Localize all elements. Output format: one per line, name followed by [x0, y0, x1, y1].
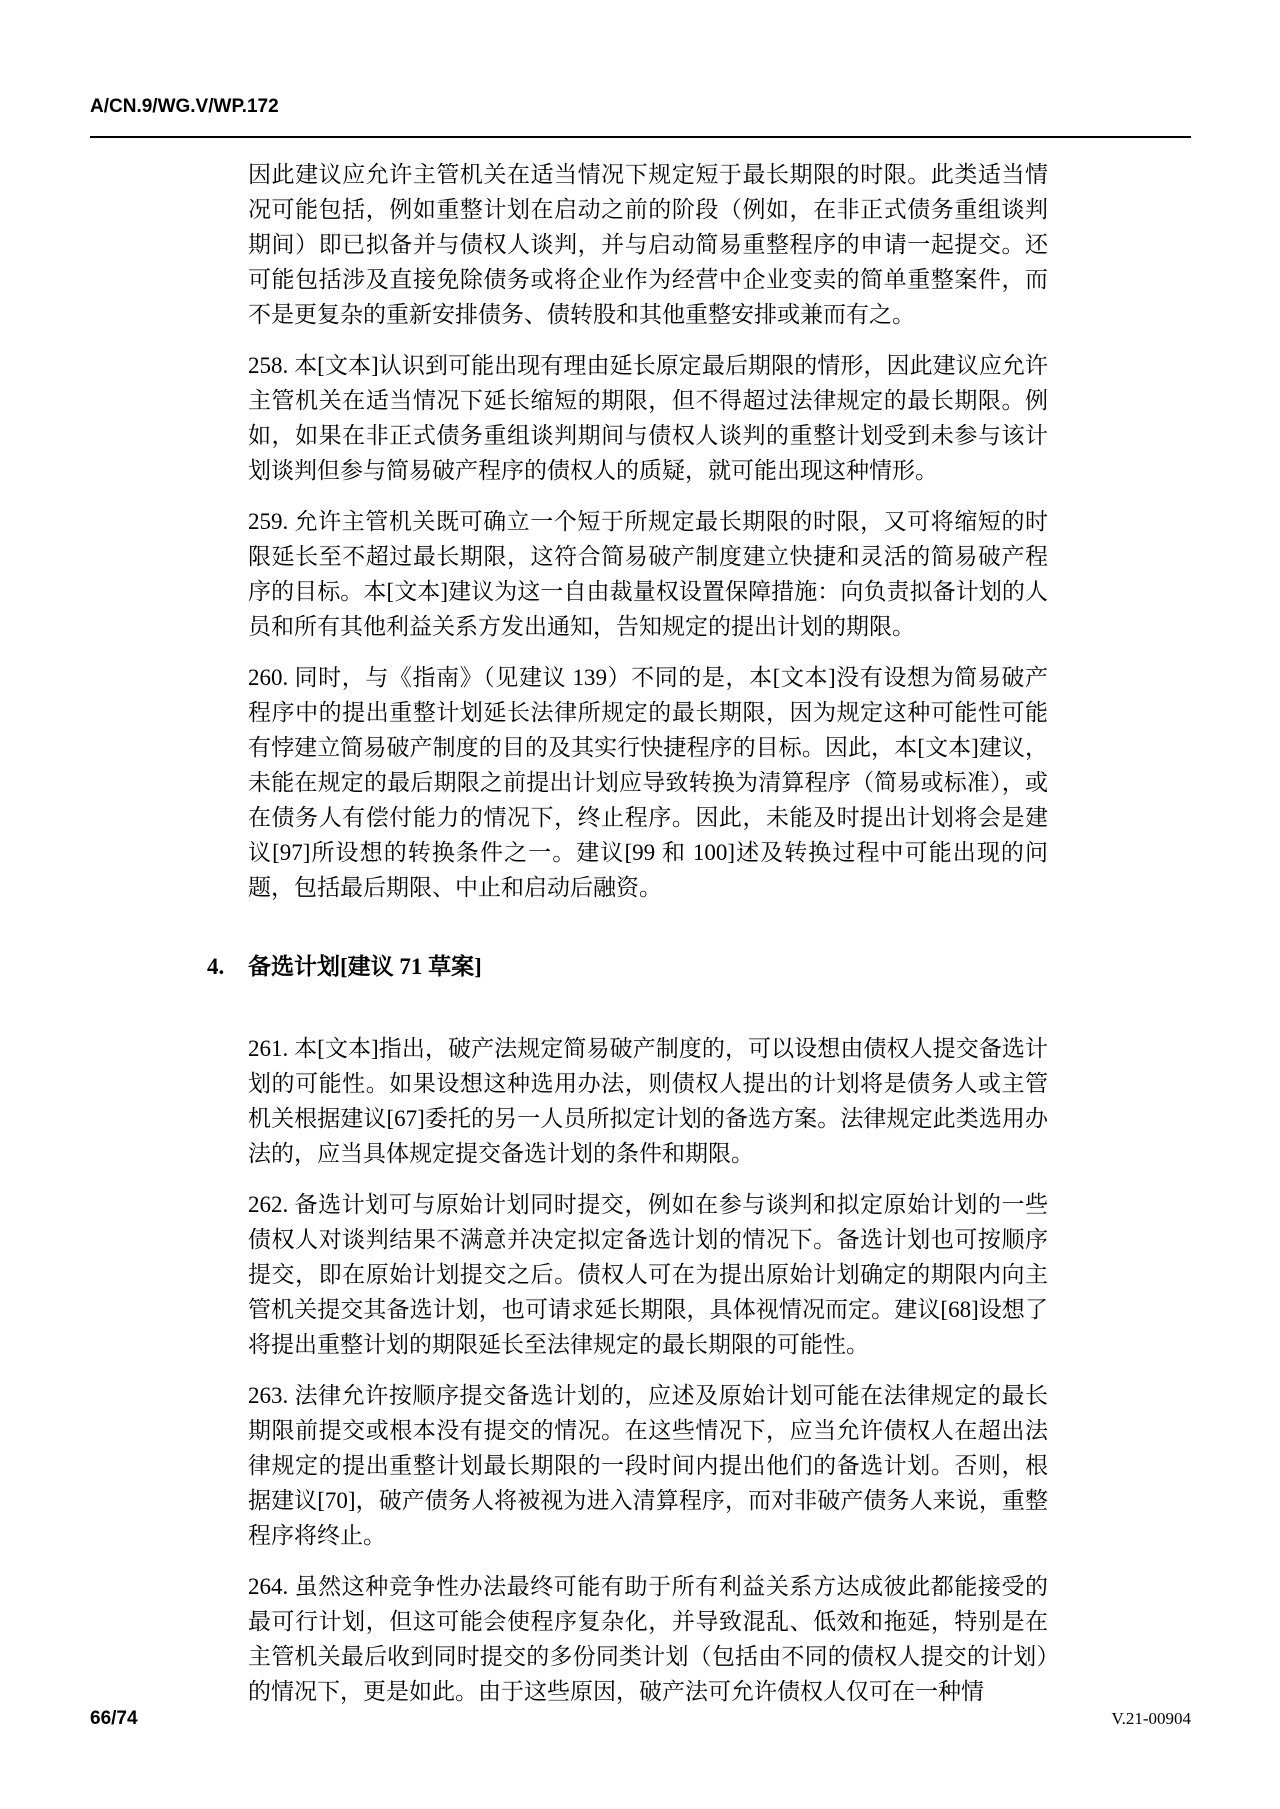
- document-symbol: A/CN.9/WG.V/WP.172: [90, 96, 279, 117]
- section-heading-number: 4.: [207, 954, 225, 979]
- paragraph-257-continuation: 因此建议应允许主管机关在适当情况下规定短于最长期限的时限。此类适当情况可能包括，例如重整计划在启动之前的阶段（例如，在非正式债务重组谈判期间）即已拟备并与债权人谈判，并与启动简易重整程序的申请一起提交。还可能包括涉及直接免除债务或将企业作为经营中企业变卖的简单重整案件，而不是更复杂的重新安排债务、债转股和其他重整安排或兼而有之。: [248, 162, 1048, 327]
- paragraph-260: 260. 同时，与《指南》（见建议 139）不同的是，本[文本]没有设想为简易破产程序中的提出重整计划延长法律所规定的最长期限，因为规定这种可能性可能有悖建立简易破产制度的目的及其实行快捷程序的目标。因此，本[文本]建议，未能在规定的最后期限之前提出计划应导致转换为清算程序（简易或标准），或在债务人有偿付能力的情况下，终止程序。因此，未能及时提出计划将会是建议[97]所设想的转换条件之一。建议[99 和 100]述及转换过程中可能出现的问题，包括最后期限、中止和启动后融资。: [248, 665, 1048, 900]
- paragraph-259: 259. 允许主管机关既可确立一个短于所规定最长期限的时限，又可将缩短的时限延长至不超过最长期限，这符合简易破产制度建立快捷和灵活的简易破产程序的目标。本[文本]建议为这一自由裁量权设置保障措施：向负责拟备计划的人员和所有其他利益关系方发出通知，告知规定的提出计划的期限。: [248, 509, 1048, 639]
- section-heading-label: 备选计划[建议 71 草案]: [248, 954, 482, 979]
- paragraph-261: 261. 本[文本]指出，破产法规定简易破产制度的，可以设想由债权人提交备选计划的可能性。如果设想这种选用办法，则债权人提出的计划将是债务人或主管机关根据建议[67]委托的另一人员所拟定计划的备选方案。法律规定此类选用办法的，应当具体规定提交备选计划的条件和期限。: [248, 1036, 1048, 1166]
- header-rule: [90, 136, 1191, 138]
- page-number: 66/74: [90, 1708, 138, 1729]
- document-id: V.21-00904: [1111, 1709, 1191, 1728]
- document-body: [207, 157, 1048, 1725]
- document-footer: [90, 1708, 1191, 1730]
- paragraph-258: 258. 本[文本]认识到可能出现有理由延长原定最后期限的情形，因此建议应允许主管机关在适当情况下延长缩短的期限，但不得超过法律规定的最长期限。例如，如果在非正式债务重组谈判期间与债权人谈判的重整计划受到未参与该计划谈判但参与简易破产程序的债权人的质疑，就可能出现这种情形。: [248, 353, 1048, 483]
- section-heading-4: [207, 951, 1048, 983]
- paragraph-264: 264. 虽然这种竞争性办法最终可能有助于所有利益关系方达成彼此都能接受的最可行计划，但这可能会使程序复杂化，并导致混乱、低效和拖延，特别是在主管机关最后收到同时提交的多份同类计划（包括由不同的债权人提交的计划）的情况下，更是如此。由于这些原因，破产法可允许债权人仅可在一种情: [248, 1574, 1048, 1704]
- paragraph-263: 263. 法律允许按顺序提交备选计划的，应述及原始计划可能在法律规定的最长期限前提交或根本没有提交的情况。在这些情况下，应当允许债权人在超出法律规定的提出重整计划最长期限的一段时间内提出他们的备选计划。否则，根据建议[70]，破产债务人将被视为进入清算程序，而对非破产债务人来说，重整程序将终止。: [248, 1383, 1048, 1548]
- paragraph-262: 262. 备选计划可与原始计划同时提交，例如在参与谈判和拟定原始计划的一些债权人对谈判结果不满意并决定拟定备选计划的情况下。备选计划也可按顺序提交，即在原始计划提交之后。债权人可在为提出原始计划确定的期限内向主管机关提交其备选计划，也可请求延长期限，具体视情况而定。建议[68]设想了将提出重整计划的期限延长至法律规定的最长期限的可能性。: [248, 1192, 1048, 1357]
